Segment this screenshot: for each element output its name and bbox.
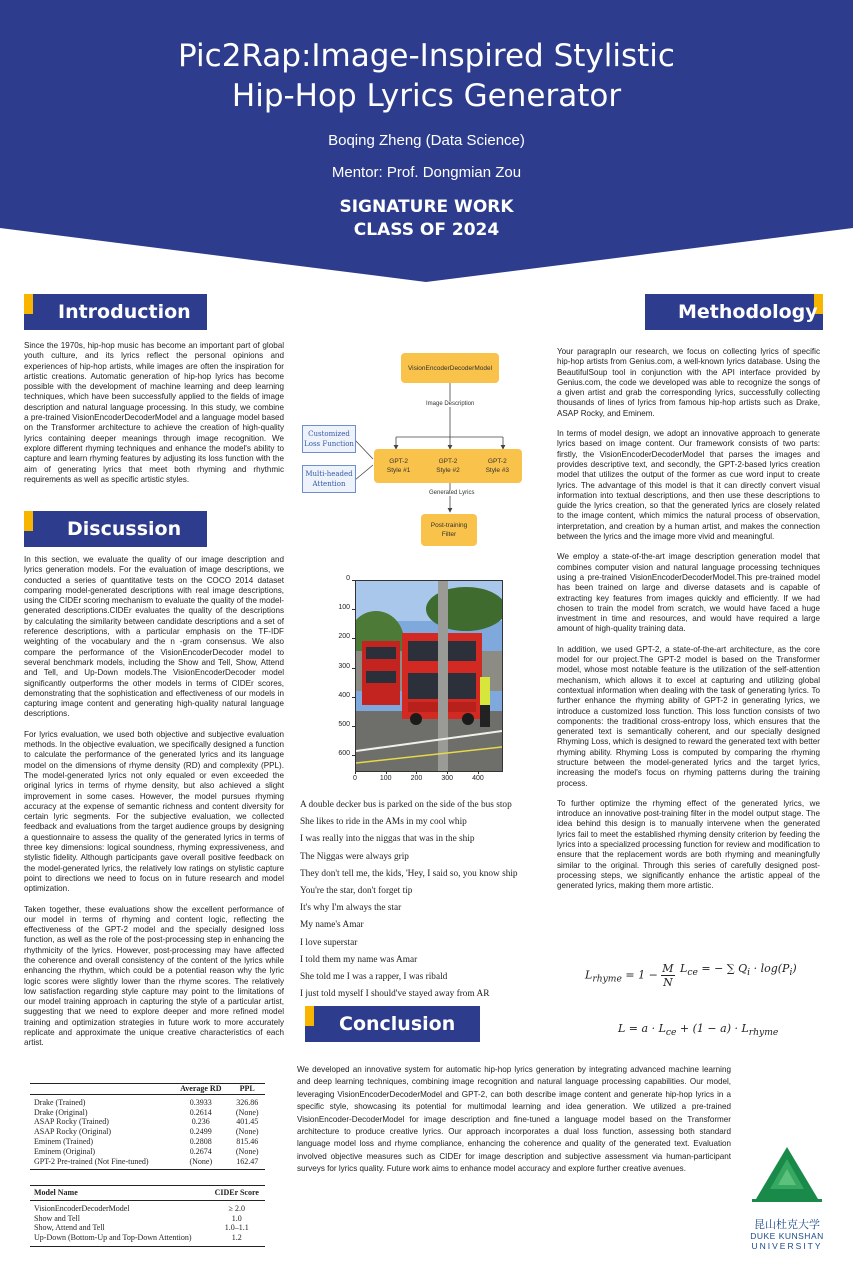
author: Boqing Zheng (Data Science) xyxy=(328,132,525,149)
lyric-line: It's why I'm always the star xyxy=(300,903,402,914)
vision-encoder-decoder-box: VisionEncoderDecoderModel xyxy=(401,353,499,383)
conclusion-heading-banner xyxy=(305,1006,480,1042)
methodology-paragraph-4: In addition, we used GPT-2, a state-of-the-art architecture, as the core model for our project.The GPT-2 model is based on the Transformer model, whose most notable feature is the utilization of the self-attention mechanism, which allows it to excel at capturing and utilizing global contextual information when dealing with the task of generating lyrics. To further enhance the rhyming ability of GPT-2 in generating lyrics, we introduce a customized loss function. This loss function consists of two components: the traditional cross-entropy loss, which ensures that the generated text is semantically coherent, and our specially designed Rhyming Loss, which is designed to reward the generated text with better rhyming ability. Rhyming Loss is computed by comparing the rhyming structure between the model-generated lyrics and the target lyrics, increasing the model's focus on rhyming patterns during the training process. xyxy=(557,644,820,788)
customized-loss-function-box: Customized Loss Function xyxy=(302,425,356,453)
discussion-heading: Discussion xyxy=(67,518,182,540)
table-row: Drake (Original) 0.2614 (None) xyxy=(34,1107,259,1117)
dku-logo-icon xyxy=(742,1143,832,1213)
y-tick-mark xyxy=(352,609,355,610)
table-row: Drake (Trained) 0.3933 326.86 xyxy=(34,1097,259,1107)
y-tick-label: 500 xyxy=(338,721,350,729)
dku-name-line2: UNIVERSITY xyxy=(751,1241,823,1251)
methodology-heading-banner xyxy=(645,294,823,330)
cider-table-wrap xyxy=(30,1185,265,1247)
methodology-text xyxy=(557,347,820,902)
table-header-cell: CIDEr Score xyxy=(214,1188,259,1197)
discussion-text xyxy=(24,555,284,1059)
y-tick-mark xyxy=(352,638,355,639)
table-row: Show, Attend and Tell 1.0–1.1 xyxy=(34,1223,249,1233)
y-tick-mark xyxy=(352,668,355,669)
x-tick-label: 400 xyxy=(472,775,484,782)
methodology-paragraph-3: We employ a state-of-the-art image description generation model that combines computer vision and natural language processing techniques using a pre-trained VisionEncoderDecoderModel.This pre-trained model has been trained on large and diverse datasets and is capable of extracting key features from images quickly and efficiently. If we had chosen to train the model from scratch, we would have faced a huge investment in time and resources, and would have required a large amount of high-quality training data. xyxy=(557,552,820,634)
y-tick-mark xyxy=(352,755,355,756)
y-tick-mark xyxy=(352,580,355,581)
discussion-paragraph-1: In this section, we evaluate the quality of our image description and lyrics generation models. For the evaluation of image descriptions, we conducted a series of quantitative tests on the COCO 2014 dataset comparing model-generated descriptions with real image descriptions, using the CIDEr scoring mechanism to evaluate the quality of the model-generated descriptions.CIDEr evaluates the quality of the descriptions by calculating the similarity between candidate descriptions and a set of reference descriptions, with a particular emphasis on the TF-IDF weighting of the vocabulary and the n -gram consensus. We also compare the performance of the VisionEncoderDecoder model to several benchmark models, including the Show and Tell, Show, Attend and Tell, and Up-Down models.The VisionEncoderDecoder model significantly outperforms the other models in terms of CIDEr scores, demonstrating that the sophistication and effectiveness of our models in capturing image content and generating high-quality natural language descriptions. xyxy=(24,555,284,719)
discussion-paragraph-3: Taken together, these evaluations show the excellent performance of our model in terms of rhyming and content logic, reflecting the effectiveness of the GPT-2 model and the specially designed loss function, as well as the role of the post-processing step in enhancing the rhythmicity of the lyrics. However, post-processing may have affected the coherence and overall consistency of the content of the lyrics while enhancing the rhythm, which could be a potential reason why the lyric logic scores were slightly lower than the rhyme scores. The relatively low satisfaction regarding style capture may point to the limitations of our model training approach in capturing the style of a particular artist, suggesting that we need to explore deeper and more refined model training and optimization strategies in future work to more accurately replicate and approximate the unique creative characteristics of each artist. xyxy=(24,904,284,1048)
table-row: Eminem (Trained) 0.2808 815.46 xyxy=(34,1136,259,1146)
lyric-line: You're the star, don't forget tip xyxy=(300,886,413,897)
x-tick-mark xyxy=(355,771,356,774)
rhyme-density-table xyxy=(30,1083,265,1170)
table-row: Eminem (Original) 0.2674 (None) xyxy=(34,1146,259,1156)
table-row: VisionEncoderDecoderModel ≥ 2.0 xyxy=(34,1203,245,1213)
table-header-row xyxy=(30,1084,265,1095)
total-loss-formula: $L = a \cdot L_{ce} + (1 - a) \cdot L_{rhyme}$ xyxy=(618,1022,779,1039)
x-tick-mark xyxy=(416,771,417,774)
image-description-label: Image Description xyxy=(426,401,475,407)
cider-score-table xyxy=(30,1185,265,1247)
methodology-paragraph-2: In terms of model design, we adopt an innovative approach to generate lyrics based on image content. Our framework consists of two parts: firstly, the VisionEncoderDecoderModel that parses the images and provides descriptive text, and secondly, the GPT-2-based lyrics creation model that utilizes the output of the former as cue word input to create lyrics. The advantage of this model is that it can directly convert visual information into textual descriptions, and then use these descriptions to guide the lyrics creation, so that the generated lyrics are closely related to the image content, which mimics the natural process of observation, interpretation, and creation by a human artist, and makes the connection between the lyrics and the image more vivid and meaningful. xyxy=(557,429,820,542)
methodology-paragraph-1: Your paragrapIn our research, we focus on collecting lyrics of specific hip-hop artists from Genius.com, a well-known lyrics database. Using the BeautifulSoup tool in conjunction with the API interface provided by Genius.com, the code we developed was able to recognize the songs of a given artist and grab the corresponding lyrics, successfully collecting thousands of lines of lyrics from famous hip-hop artists such as Drake, ASAP Rocky, and Eminem. xyxy=(557,347,820,418)
rhyme-density-table-wrap xyxy=(30,1083,265,1170)
y-tick-label: 0 xyxy=(346,575,350,582)
poster-title-line2: Hip-Hop Lyrics Generator xyxy=(231,78,622,114)
y-tick-label: 400 xyxy=(338,691,350,699)
dku-chinese-name: 昆山杜克大学 xyxy=(754,1218,820,1231)
dku-logo xyxy=(742,1143,832,1253)
lyric-line: My name's Amar xyxy=(300,920,364,931)
lyric-line: I was really into the niggas that was in the ship xyxy=(300,834,475,845)
table-row: ASAP Rocky (Original) 0.2499 (None) xyxy=(34,1127,259,1137)
bus-photo xyxy=(355,580,503,772)
introduction-paragraph: Since the 1970s, hip-hop music has become an important part of global youth culture, and its lyrics reflect the personal opinions and experiences of hip-hop artists, while images are often the inspiration for artistic creations. Automatic generation of hip-hop lyrics has become possible with the development of machine learning and deep learning techniques, which have been successfully applied to the fields of image description and natural language processing. In this study, we combine a pre-trained VisionEncoderDecoderModel and a language model based on the Transformer architecture to achieve the creation of high-quality lyrics containing deeper meanings through image recognition. We explore different rhyming techniques and enhance the model's ability to capture and learn rhyming features by adjusting its loss function with the aim of generating lyrics that meet both rhyming and rhythmic requirements as well as specific artistic styles. xyxy=(24,341,284,484)
x-tick-label: 200 xyxy=(410,775,423,782)
lyric-line: A double decker bus is parked on the side of the bus stop xyxy=(300,800,512,810)
signature-work-line1: SIGNATURE WORK xyxy=(339,197,514,217)
x-tick-label: 300 xyxy=(441,775,454,782)
introduction-heading-banner xyxy=(24,294,207,330)
class-of-line2: CLASS OF 2024 xyxy=(353,220,500,240)
introduction-heading: Introduction xyxy=(58,301,191,323)
dku-name-line1: DUKE KUNSHAN xyxy=(750,1231,824,1241)
x-tick-label: 100 xyxy=(379,775,392,782)
lyric-line: The Niggas were always grip xyxy=(300,851,409,862)
x-tick-label: 0 xyxy=(353,775,357,782)
x-tick-mark xyxy=(447,771,448,774)
table-row: GPT-2 Pre-trained (Not Fine-tuned) (None) 162.47 xyxy=(34,1156,259,1166)
gpt2-style-3: GPT-2 Style #3 xyxy=(485,458,510,474)
gpt2-style-1: GPT-2 Style #1 xyxy=(386,458,411,474)
gpt2-style-2: GPT-2 Style #2 xyxy=(436,458,460,474)
table-header-cell xyxy=(30,1084,172,1095)
lyric-line: I told them my name was Amar xyxy=(300,954,418,965)
bus-image-plot xyxy=(330,572,530,790)
generated-lyrics xyxy=(300,797,555,1003)
lyric-line: They don't tell me, the kids, 'Hey, I said so, you know ship xyxy=(300,868,518,879)
table-header-row xyxy=(30,1186,265,1201)
table-row: ASAP Rocky (Trained) 0.236 401.45 xyxy=(34,1117,259,1127)
table-header-cell: PPL xyxy=(239,1084,255,1093)
table-row: Show and Tell 1.0 xyxy=(34,1213,242,1223)
architecture-diagram xyxy=(298,345,546,550)
x-tick-mark xyxy=(478,771,479,774)
lyric-line: I love superstar xyxy=(300,937,358,948)
y-tick-label: 200 xyxy=(338,633,350,641)
introduction-text xyxy=(24,341,284,495)
cross-entropy-formula: $L_{ce}$ = − ∑ $Q_i \cdot \log(P_i)$ xyxy=(680,962,797,979)
methodology-paragraph-5: To further optimize the rhyming effect of the generated lyrics, we introduce an innovative post-training filter in the model output stage. The idea behind this design is to manually intervene when the generated lyrics fail to meet the established rhyming density criterion by feeding the lyrics into a specialized processing function for review and modification to ensure that the replacement words are both rhyming and meaningfully similar to the original. Through this series of carefully designed post-processing steps, we significantly enhance the artistic appeal of the generated lyrics, making them more artistic. xyxy=(557,798,820,891)
conclusion-heading: Conclusion xyxy=(339,1013,456,1035)
table-header-cell: Model Name xyxy=(34,1188,78,1197)
table-row: Up-Down (Bottom-Up and Top-Down Attention) 1.2 xyxy=(34,1233,242,1243)
mentor: Mentor: Prof. Dongmian Zou xyxy=(331,164,522,181)
y-tick-label: 600 xyxy=(338,750,350,758)
conclusion-text: We developed an innovative system for automatic hip-hop lyrics generation by integrating advanced machine learning and deep learning techniques, combining image recognition and natural language processing capabilities. Our model, leveraging VisionEncoderDecoderModel and GPT-2, can both describe image content and generate hip-hop lyrics in a specific style, showcasing its potential for multimodal learning and idea generation. We utilized a pre-trained VisionEncoder-DecoderModel for image description and fine-tuned a language model based on the Transformer architecture to produce creative lyrics. Our approach incorporates a dual loss function, assessing both standard language model loss and rhyme compliance, enhancing the coherence and quality of the generated text. Evaluation involved objective measures such as CIDEr for image description and subjective assessment via human-participant surveys for lyrics quality. Future work aims to enhance model accuracy and explore further creative avenues. xyxy=(297,1065,731,1174)
multi-headed-attention-box: Multi-headed Attention xyxy=(302,465,356,493)
methodology-heading: Methodology xyxy=(678,301,818,323)
bus-photo-illustration xyxy=(356,581,502,771)
y-tick-label: 100 xyxy=(338,604,350,612)
x-tick-mark xyxy=(386,771,387,774)
y-tick-label: 300 xyxy=(338,662,350,670)
discussion-heading-banner xyxy=(24,511,207,547)
discussion-paragraph-2: For lyrics evaluation, we used both objective and subjective evaluation methods. In the objective evaluation, we specifically designed a function to calculate the performance of the generated lyrics and its language model on the dimensions of rhyme density (RD) and complexity (PPL). The model-generated lyrics not only equaled or even exceeded the original lyrics in terms of rhyme density, but also achieved a slight improvement in some cases. However, the model pursues rhyming accuracy at the expense of semantic richness and content diversity for certain lyric segments. For the subjective evaluation, we collected feedback and evaluations from the target audience groups by designing a questionnaire to assess the quality of the generated lyrics in terms of three key dimensions: logical soundness, rhyming expressiveness, and stylistic fidelity. Although participants gave overall positive feedback on the model-generated lyrics, the relatively low ratings on stylistic capture point to directions we need to focus on in future research and model optimization. xyxy=(24,729,284,894)
post-training-filter-box: Post-training Filter xyxy=(421,514,477,546)
y-tick-mark xyxy=(352,726,355,727)
gpt2-styles-box xyxy=(374,449,522,483)
rhyme-loss-formula: $L_{rhyme} = 1$ − $\frac{M}{N}$ xyxy=(585,962,674,989)
table-header-cell: Average RD xyxy=(180,1084,222,1093)
lyric-line: She likes to ride in the AMs in my cool whip xyxy=(300,817,467,828)
poster-title-line1: Pic2Rap:Image-Inspired Stylistic xyxy=(178,38,675,74)
generated-lyrics-label: Generated Lyrics xyxy=(429,490,475,496)
y-tick-mark xyxy=(352,697,355,698)
lyric-line: I just told myself I should've stayed away from AR xyxy=(300,989,490,1000)
lyric-line: She told me I was a rapper, I was ribald xyxy=(300,972,448,983)
